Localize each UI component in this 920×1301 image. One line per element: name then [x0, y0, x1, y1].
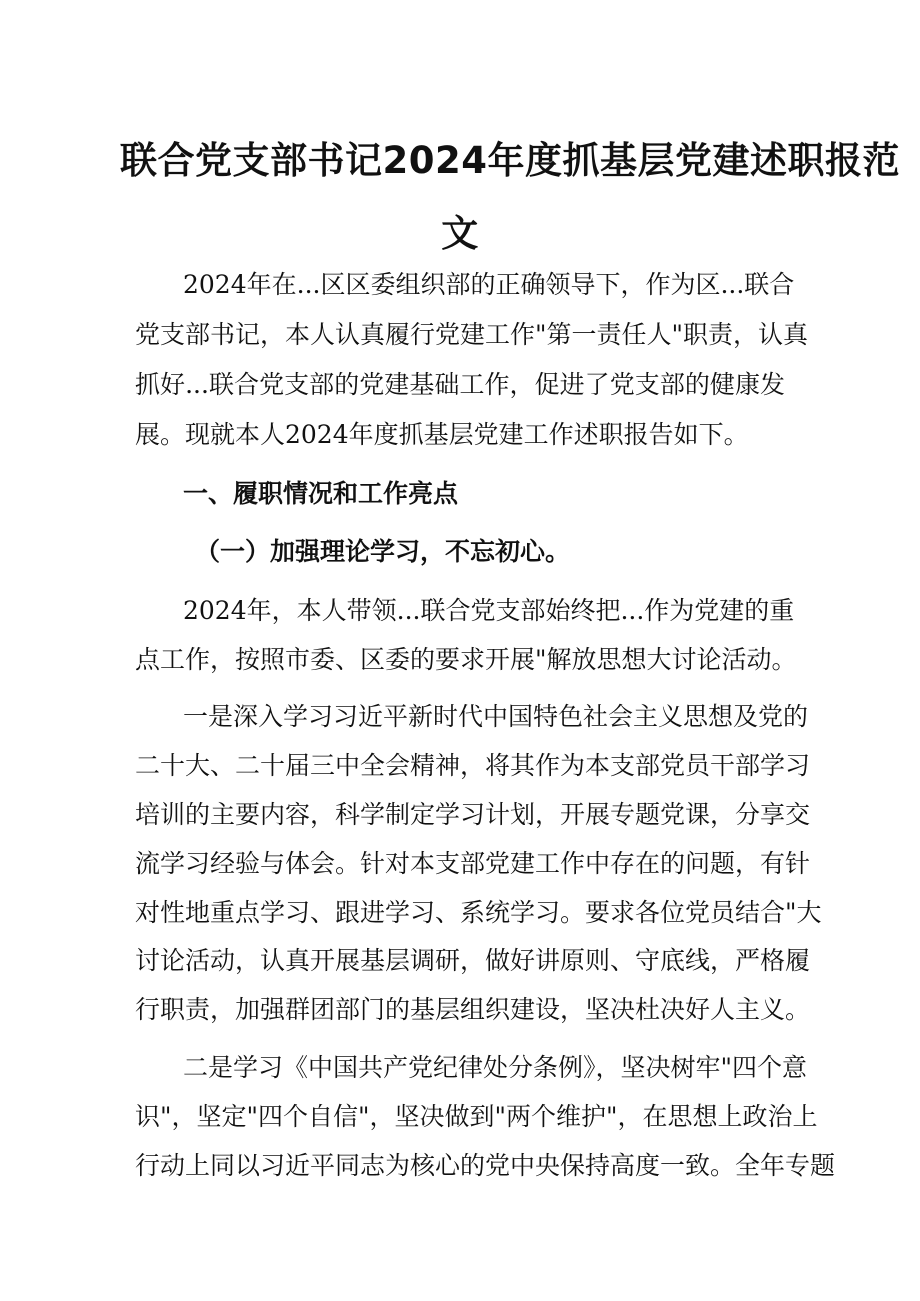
paragraph-line: 点工作，按照市委、区委的要求开展"解放思想大讨论活动。: [135, 645, 797, 674]
paragraph-line: 一是深入学习习近平新时代中国特色社会主义思想及党的: [183, 702, 809, 731]
paragraph-line: 行动上同以习近平同志为核心的党中央保持高度一致。全年专题: [135, 1151, 836, 1180]
paragraph-line: 培训的主要内容，科学制定学习计划，开展专题党课，分享交: [135, 800, 811, 829]
intro-line: 展。现就本人2024年度抓基层党建工作述职报告如下。: [135, 420, 749, 449]
paragraph-line: 2024年，本人带领...联合党支部始终把...作为党建的重: [183, 596, 795, 625]
paragraph-line: 行职责，加强群团部门的基层组织建设，坚决杜决好人主义。: [135, 995, 811, 1024]
document-title-line-1: 联合党支部书记2024年度抓基层党建述职报范: [120, 139, 900, 182]
paragraph-line: 讨论活动，认真开展基层调研，做好讲原则、守底线，严格履: [135, 946, 811, 975]
intro-line: 党支部书记，本人认真履行党建工作"第一责任人"职责，认真: [135, 320, 809, 349]
paragraph-line: 识"，坚定"四个自信"，坚决做到"两个维护"，在思想上政治上: [135, 1102, 818, 1131]
paragraph-line: 对性地重点学习、跟进学习、系统学习。要求各位党员结合"大: [135, 898, 822, 927]
paragraph-line: 流学习经验与体会。针对本支部党建工作中存在的问题，有针: [135, 849, 811, 878]
document-title-line-2: 文: [441, 212, 479, 255]
section-heading: 一、履职情况和工作亮点: [183, 479, 459, 508]
subsection-heading: （一）加强理论学习，不忘初心。: [195, 537, 571, 566]
intro-line: 抓好...联合党支部的党建基础工作，促进了党支部的健康发: [135, 370, 785, 399]
paragraph-line: 二是学习《中国共产党纪律处分条例》，坚决树牢"四个意: [183, 1053, 808, 1082]
paragraph-line: 二十大、二十届三中全会精神，将其作为本支部党员干部学习: [135, 751, 811, 780]
intro-line: 2024年在...区区委组织部的正确领导下，作为区...联合: [183, 270, 795, 299]
